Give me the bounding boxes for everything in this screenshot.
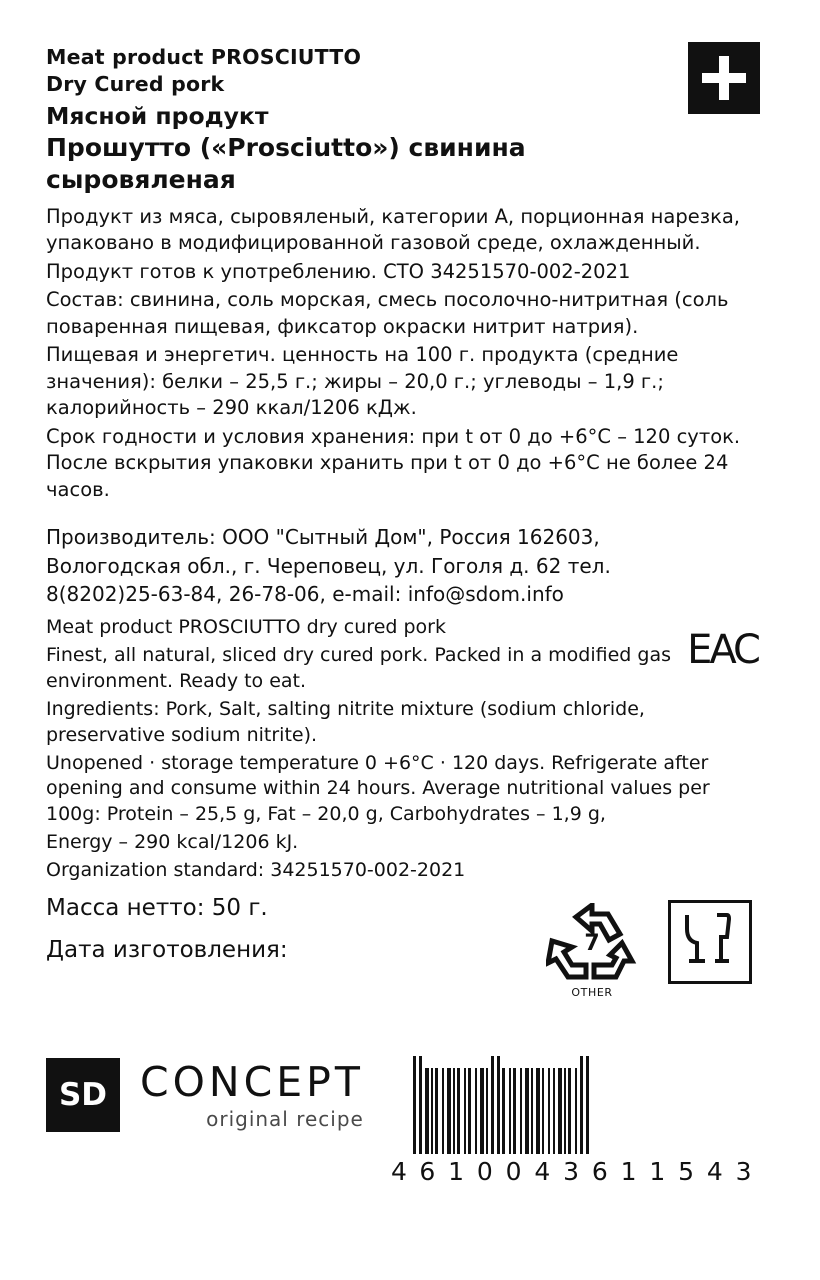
barcode-digit: 0: [476, 1157, 493, 1186]
ru-storage: Срок годности и условия хранения: при t от 0 до +6°С – 120 суток. После вскрытия упаковки хранить при t от 0 до +6°С не более 24 часов.: [46, 424, 741, 501]
ru-ingredients: Состав: свинина, соль морская, смесь посолочно-нитритная (соль поваренная пищевая, фиксатор окраски нитрит натрия).: [46, 288, 729, 338]
label-content: [46, 44, 774, 965]
product-label: [18, 18, 802, 1262]
recycle-code: 7: [584, 931, 600, 956]
net-weight: Масса нетто: 50 г.: [46, 894, 268, 921]
barcode-digit: 5: [678, 1157, 695, 1186]
barcode-digit: 4: [534, 1157, 551, 1186]
barcode-lead-digit: 4: [391, 1157, 407, 1186]
en-description: Finest, all natural, sliced dry cured pork. Packed in a modified gas environment. Ready to eat.: [46, 644, 671, 693]
barcode-digit: 3: [735, 1157, 752, 1186]
en-ingredients: Ingredients: Pork, Salt, salting nitrite mixture (sodium chloride, preservative sodium nitrite).: [46, 697, 645, 746]
header-english-line2: Dry Cured pork: [46, 72, 225, 97]
production-date: Дата изготовления:: [46, 936, 288, 963]
recycle-material: OTHER: [571, 986, 613, 999]
brand-monogram-icon: [46, 1058, 120, 1132]
en-energy: Energy – 290 kcal/1206 kJ.: [46, 830, 299, 853]
barcode-digit: 3: [563, 1157, 580, 1186]
barcode-digit: 6: [591, 1157, 608, 1186]
ru-manufacturer: Производитель: ООО "Сытный Дом", Россия 162603, Вологодская обл., г. Череповец, ул. Гоголя д. 62 тел. 8(8202)25-63-84, 26-78-06, e-mail: info@sdom.info: [46, 525, 611, 606]
brand-tagline: original recipe: [206, 1107, 364, 1131]
brand-logo: [46, 1058, 364, 1132]
barcode: [391, 1056, 758, 1186]
brand-monogram-text: SD: [58, 1077, 108, 1113]
barcode-digit: 6: [419, 1157, 436, 1186]
barcode-bars: [413, 1056, 758, 1154]
brand-text-block: [140, 1058, 364, 1131]
en-title: Meat product PROSCIUTTO dry cured pork: [46, 616, 446, 639]
en-standard: Organization standard: 34251570-002-2021: [46, 858, 466, 881]
header-english-line1: Meat product PROSCIUTTO: [46, 45, 362, 69]
food-safe-icon: [668, 900, 752, 984]
ru-nutrition: Пищевая и энергетич. ценность на 100 г. продукта (средние значения): белки – 25,5 г.; жиры – 20,0 г.; углеводы – 1,9 г.; калорийность – 290 ккал/1206 кДж.: [46, 343, 679, 420]
ru-description: Продукт из мяса, сыровяленый, категории А, порционная нарезка, упаковано в модифицированной газовой среде, охлажденный.: [46, 204, 741, 255]
header-russian-line2: Прошутто («Prosciutto») свинина сыровяленая: [46, 132, 526, 195]
eac-conformity-icon: EAC: [687, 627, 758, 673]
barcode-digit: 4: [706, 1157, 723, 1186]
barcode-digit: 1: [649, 1157, 666, 1186]
barcode-digit: 0: [505, 1157, 522, 1186]
en-storage: Unopened · storage temperature 0 +6°C · 120 days. Refrigerate after opening and consume within 24 hours. Average nutritional values per 100g: Protein – 25,5 g, Fat – 20,0 g, Carbohydrates – 1,9 g,: [46, 751, 710, 826]
ru-ready-to-eat: Продукт готов к употреблению. СТО 34251570-002-2021: [46, 259, 631, 283]
barcode-digits: [413, 1157, 758, 1186]
brand-name: CONCEPT: [140, 1058, 364, 1106]
header-russian-line1: Мясной продукт: [46, 101, 269, 130]
recycle-icon: [546, 903, 638, 999]
barcode-digit: 1: [620, 1157, 637, 1186]
barcode-digit: 1: [448, 1157, 465, 1186]
